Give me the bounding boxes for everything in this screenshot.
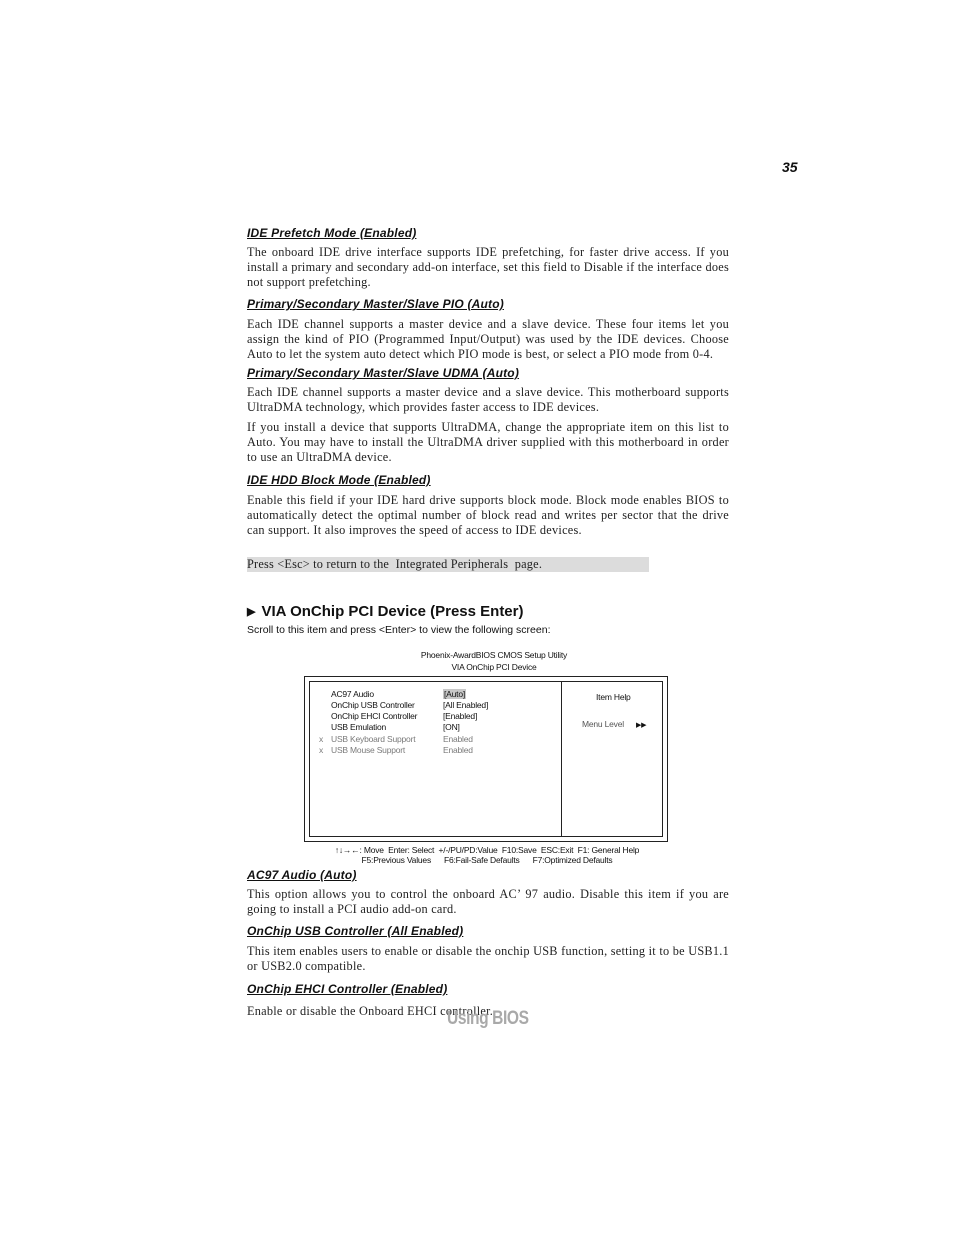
double-arrow-icon: ▶▶: [635, 722, 647, 729]
bios-row-label: OnChip USB Controller: [331, 700, 415, 710]
section-heading: OnChip USB Controller (All Enabled): [247, 924, 464, 938]
section-ide-prefetch: [247, 226, 729, 290]
menu-level-label: Menu Level: [582, 719, 624, 729]
bottom-sections: [247, 868, 729, 1019]
bios-row-ehci-controller[interactable]: [310, 711, 560, 722]
bios-row-value: Enabled: [443, 745, 473, 755]
bios-utility-title: Phoenix-AwardBIOS CMOS Setup Utility: [420, 650, 568, 660]
bios-key-help-line-2: F5:Previous Values F6:Fail-Safe Defaults F7:Optimized Defaults: [361, 855, 613, 865]
section-usb-controller: [247, 924, 729, 974]
section-heading: OnChip EHCI Controller (Enabled): [247, 982, 448, 996]
section-paragraph: If you install a device that supports UltraDMA, change the appropriate item on this list to Auto. You may have to install the UltraDMA driver supplied with this motherboard in order to use an UltraDMA device.: [247, 420, 729, 464]
bios-row-usb-keyboard: [310, 734, 560, 745]
bios-divider: [561, 682, 562, 836]
bios-row-ac97[interactable]: [310, 689, 560, 700]
section-ac97: [247, 868, 729, 917]
section-paragraph: This item enables users to enable or disable the onchip USB function, setting it to be USB1.1 or USB2.0 compatible.: [247, 944, 729, 973]
menu-level: [582, 719, 646, 729]
top-sections: [247, 226, 729, 538]
section-paragraph: Enable or disable the Onboard EHCI controller.: [247, 1004, 494, 1018]
section-heading: IDE HDD Block Mode (Enabled): [247, 473, 431, 487]
section-heading: Primary/Secondary Master/Slave PIO (Auto): [247, 297, 504, 311]
section-heading: AC97 Audio (Auto): [247, 868, 357, 882]
bios-screen: [304, 676, 668, 842]
bios-row-value: Enabled: [443, 734, 473, 744]
bios-row-label: USB Mouse Support: [331, 745, 406, 755]
bios-row-label: AC97 Audio: [331, 689, 374, 699]
bios-row-mark: x: [319, 745, 324, 755]
bios-row-usb-controller[interactable]: [310, 700, 560, 711]
section-paragraph: Enable this field if your IDE hard drive supports block mode. Block mode enables BIOS to automatically detect the optimal number of block read and writes per sector that the drive can support. It also improves the speed of access to IDE devices.: [247, 493, 729, 537]
bios-key-help-line-1: ↑↓→←: Move Enter: Select +/-/PU/PD:Value F10:Save ESC:Exit F1: General Help: [334, 845, 640, 855]
bios-row-mark: x: [319, 734, 324, 744]
bios-row-usb-mouse: [310, 745, 560, 756]
bios-row-label: USB Emulation: [331, 722, 387, 732]
bios-row-value: [443, 689, 466, 700]
bios-row-value: [Enabled]: [443, 711, 478, 721]
via-title-text: VIA OnChip PCI Device (Press Enter): [261, 603, 524, 620]
section-pio: [247, 297, 729, 362]
item-help-label: Item Help: [596, 692, 631, 702]
bios-screen-title: VIA OnChip PCI Device: [451, 662, 537, 672]
bios-row-value: [ON]: [443, 722, 460, 732]
bios-panel: [309, 681, 663, 837]
section-paragraph: Each IDE channel supports a master device and a slave device. These four items let you assign the kind of PIO (Programmed Input/Output) was used by the IDE devices. Choose Auto to let the system auto detect which PIO mode is best, or select a PIO mode from 0-4.: [247, 317, 729, 361]
section-paragraph: This option allows you to control the onboard AC’ 97 audio. Disable this item if you are going to install a PCI audio add-on card.: [247, 887, 729, 916]
scroll-instruction: Scroll to this item and press <Enter> to view the following screen:: [247, 624, 551, 636]
right-triangle-icon: ▶: [247, 606, 256, 618]
press-esc-note: Press <Esc> to return to the Integrated Peripherals page.: [247, 557, 649, 572]
bios-selected-value[interactable]: [Auto]: [444, 689, 466, 699]
bios-row-usb-emulation[interactable]: [310, 722, 560, 733]
footer-title: Using BIOS: [447, 1008, 529, 1029]
section-udma: [247, 366, 729, 465]
page-number: 35: [782, 159, 798, 175]
section-heading: Primary/Secondary Master/Slave UDMA (Auto): [247, 366, 520, 380]
section-heading: IDE Prefetch Mode (Enabled): [247, 226, 417, 240]
section-paragraph: The onboard IDE drive interface supports IDE prefetching, for faster drive access. If you install a primary and secondary add-on interface, set this field to Disable if the interface does not support prefetching.: [247, 245, 729, 289]
section-hdd-block: [247, 473, 729, 538]
bios-row-label: OnChip EHCI Controller: [331, 711, 418, 721]
bios-row-value: [All Enabled]: [443, 700, 489, 710]
via-section-title: [247, 603, 524, 620]
bios-row-label: USB Keyboard Support: [331, 734, 416, 744]
section-paragraph: Each IDE channel supports a master device and a slave device. This motherboard supports UltraDMA technology, which provides faster access to IDE devices.: [247, 385, 729, 414]
